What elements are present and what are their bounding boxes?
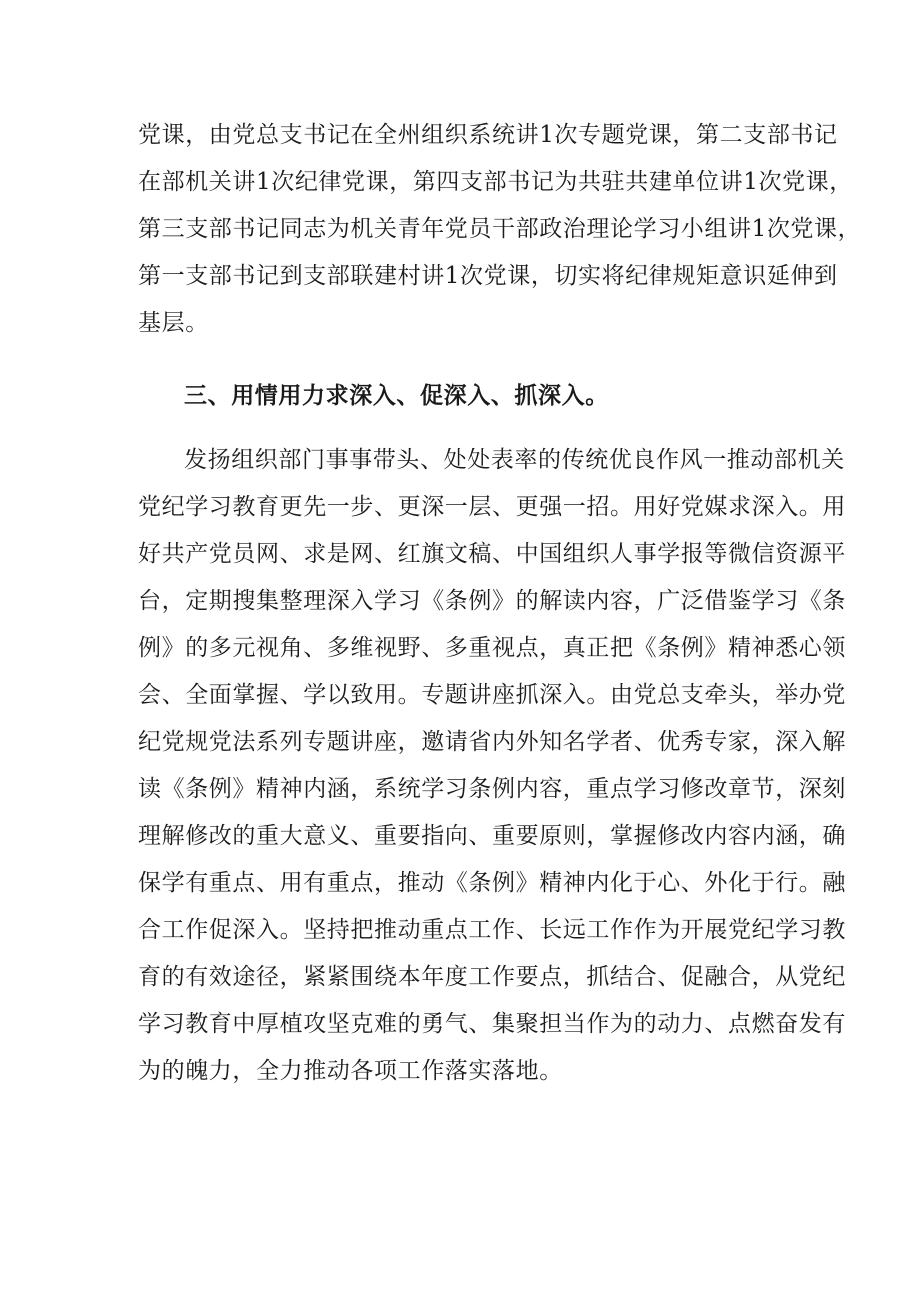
- paragraph-line: 第三支部书记同志为机关青年党员干部政治理论学习小组讲1次党课，: [138, 216, 862, 242]
- paragraph-line: 会、全面掌握、学以致用。专题讲座抓深入。由党总支牵头，举办党: [138, 682, 846, 708]
- paragraph-line: 育的有效途径，紧紧围绕本年度工作要点，抓结合、促融合，从党纪: [138, 964, 846, 990]
- paragraph-2: [138, 437, 846, 1095]
- paragraph-line: 学习教育中厚植攻坚克难的勇气、集聚担当作为的动力、点燃奋发有: [138, 1011, 846, 1037]
- paragraph-line: 基层。: [138, 310, 209, 336]
- paragraph-line: 党课，由党总支书记在全州组织系统讲1次专题党课，第二支部书记: [138, 122, 838, 148]
- paragraph-line: 为的魄力，全力推动各项工作落实落地。: [138, 1058, 563, 1084]
- paragraph-line: 理解修改的重大意义、重要指向、重要原则，掌握修改内容内涵，确: [138, 823, 846, 849]
- paragraph-line: 保学有重点、用有重点，推动《条例》精神内化于心、外化于行。融: [138, 870, 846, 896]
- section-heading: 三、用情用力求深入、促深入、抓深入。: [184, 383, 609, 409]
- paragraph-line: 在部机关讲1次纪律党课，第四支部书记为共驻共建单位讲1次党课，: [138, 169, 853, 195]
- paragraph-line: 台，定期搜集整理深入学习《条例》的解读内容，广泛借鉴学习《条: [138, 588, 846, 614]
- paragraph-line: 例》的多元视角、多维视野、多重视点，真正把《条例》精神悉心领: [138, 635, 846, 661]
- paragraph-line: 好共产党员网、求是网、红旗文稿、中国组织人事学报等微信资源平: [138, 541, 846, 567]
- paragraph-line: 第一支部书记到支部联建村讲1次党课，切实将纪律规矩意识延伸到: [138, 263, 838, 289]
- paragraph-line: 党纪学习教育更先一步、更深一层、更强一招。用好党媒求深入。用: [138, 494, 846, 520]
- paragraph-line: 发扬组织部门事事带头、处处表率的传统优良作风一推动部机关: [184, 447, 845, 473]
- paragraph-1: [138, 112, 862, 347]
- paragraph-line: 纪党规党法系列专题讲座，邀请省内外知名学者、优秀专家，深入解: [138, 729, 846, 755]
- paragraph-line: 读《条例》精神内涵，系统学习条例内容，重点学习修改章节，深刻: [138, 776, 846, 802]
- paragraph-line: 合工作促深入。坚持把推动重点工作、长远工作作为开展党纪学习教: [138, 917, 846, 943]
